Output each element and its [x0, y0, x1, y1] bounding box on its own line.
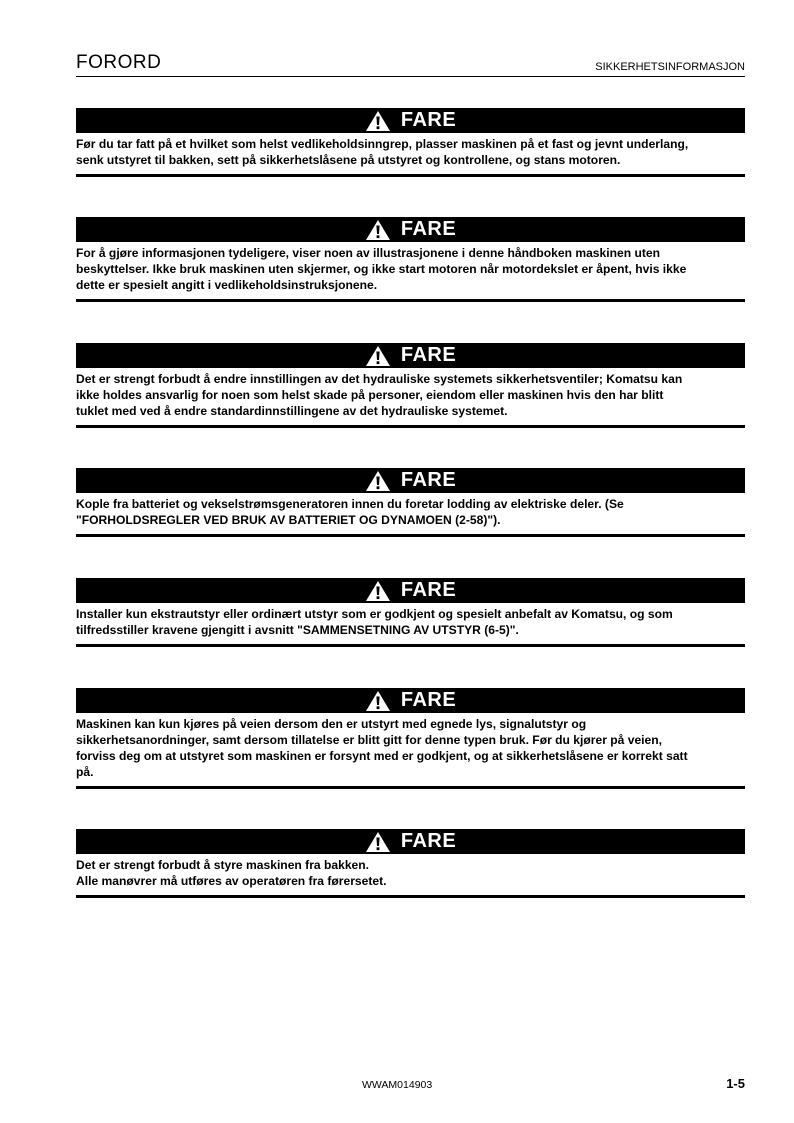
warning-text: Installer kun ekstrautstyr eller ordinært utstyr som er godkjent og spesielt anbefalt av Komatsu, og som tilfredsstiller kravene gjengitt i avsnitt "SAMMENSETNING AV UTSTYR (6-5)".: [76, 603, 745, 647]
warning-text: For å gjøre informasjonen tydeligere, viser noen av illustrasjonene i denne håndboken maskinen uten beskyttelser. Ikke bruk maskinen uten skjermer, og ikke start motoren når motordekslet er åpent, hvis ikke dette er spesielt angitt i vedlikeholdsinstruksjonene.: [76, 242, 745, 302]
warning-triangle-icon: [365, 345, 391, 367]
warning-header: [76, 578, 745, 603]
warning-header: [76, 217, 745, 242]
warning-label: FARE: [400, 218, 457, 240]
warning-box: [76, 688, 745, 789]
page-header: [76, 54, 745, 77]
warning-label: FARE: [400, 109, 457, 131]
warning-triangle-icon: [365, 470, 391, 492]
section-title: FORORD: [76, 52, 162, 73]
page-number: 1-5: [726, 1076, 745, 1091]
warning-triangle-icon: [365, 110, 391, 132]
warning-text: Det er strengt forbudt å endre innstillingen av det hydrauliske systemets sikkerhetsventiler; Komatsu kan ikke holdes ansvarlig for noen som helst skade på personer, eiendom eller maskinen hvis den har blitt tuklet med ved å endre standardinnstillingene av det hydrauliske systemet.: [76, 368, 745, 428]
warning-box: [76, 108, 745, 177]
warning-triangle-icon: [365, 831, 391, 853]
warning-text: Maskinen kan kun kjøres på veien dersom den er utstyrt med egnede lys, signalutstyr og sikkerhetsanordninger, samt dersom tillatelse er blitt gitt for denne typen bruk. Før du kjører på veien, forviss deg om at utstyret som maskinen er forsynt med er godkjent, og at sikkerhetslåsene er korrekt satt på.: [76, 713, 745, 789]
warning-label: FARE: [400, 830, 457, 852]
warning-label: FARE: [400, 689, 457, 711]
warning-text: Kople fra batteriet og vekselstrømsgeneratoren innen du foretar lodding av elektriske deler. (Se "FORHOLDSREGLER VED BRUK AV BATTERIET OG DYNAMOEN (2-58)").: [76, 493, 745, 537]
warning-box: [76, 578, 745, 647]
warning-label: FARE: [400, 344, 457, 366]
warning-triangle-icon: [365, 219, 391, 241]
warning-header: [76, 829, 745, 854]
warning-text: Det er strengt forbudt å styre maskinen fra bakken. Alle manøvrer må utføres av operatøren fra førersetet.: [76, 854, 745, 898]
warning-box: [76, 343, 745, 428]
document-code: WWAM014903: [362, 1079, 433, 1091]
warning-label: FARE: [400, 469, 457, 491]
warning-header: [76, 688, 745, 713]
warning-box: [76, 217, 745, 302]
chapter-title: SIKKERHETSINFORMASJON: [595, 61, 745, 73]
warning-triangle-icon: [365, 690, 391, 712]
warning-text: Før du tar fatt på et hvilket som helst vedlikeholdsinngrep, plasser maskinen på et fast og jevnt underlang, senk utstyret til bakken, sett på sikkerhetslåsene på utstyret og kontrollene, og stans motoren.: [76, 133, 745, 177]
warning-triangle-icon: [365, 580, 391, 602]
warning-header: [76, 343, 745, 368]
warning-header: [76, 108, 745, 133]
warning-box: [76, 468, 745, 537]
warning-label: FARE: [400, 579, 457, 601]
warning-header: [76, 468, 745, 493]
warning-box: [76, 829, 745, 898]
